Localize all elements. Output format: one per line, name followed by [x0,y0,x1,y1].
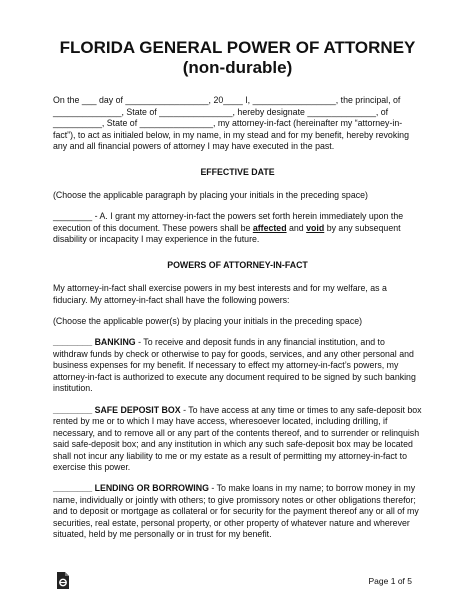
power-safe-deposit-box [53,405,422,474]
power-label: ________ LENDING OR BORROWING [53,483,209,494]
powers-intro: My attorney-in-fact shall exercise powers in my best interests and for my welfare, as a fiduciary. My attorney-in-fact shall have the following powers: [53,283,387,305]
page-number: Page 1 of 5 [368,576,412,586]
option-a-text-2: by any subsequent disability or incapacity I may experience in the future. [53,222,401,245]
power-label: ________ SAFE DEPOSIT BOX [53,404,181,415]
power-text: - To make loans in my name; to borrow money in my name, individually or jointly with others; to give promissory notes or other obligations therefor; and to deposit or mortgage as collateral or for security for the payment thereof any or all of my securities, real estate, personal property, or other property of whatever nature and wherever situated, held by me personally or in trust for my benefit. [53,483,419,540]
effective-date-option-a [53,211,422,246]
eforms-logo-icon [57,572,69,589]
effective-date-instruction: (Choose the applicable paragraph by placing your initials in the preceding space) [53,190,368,200]
power-text: - To receive and deposit funds in any financial institution, and to withdraw funds by check or otherwise to pay for goods, services, and any other personal and business expenses for my benefit. If necessary to effect my attorney-in-fact’s powers, my attorney-in-fact is authorized to execute any document required to be signed by such banking institution. [53,337,416,394]
power-banking [53,337,422,395]
document-title: FLORIDA GENERAL POWER OF ATTORNEY [59,38,416,57]
powers-heading: POWERS OF ATTORNEY-IN-FACT [167,259,308,270]
intro-paragraph: On the ___ day of _________________, 20____ I, _________________, the principal, of ______________, State of _______________, hereby designate ______________, of __________, State of _______________, my attorney-in-fact (hereinafter my “attorney-in-fact”), to act as initialed below, in my name, in my stead and for my benefit, hereby revoking any and all financial powers of attorney I may have executed in the past. [53,95,409,151]
void-word: void [306,222,325,233]
effective-date-heading: EFFECTIVE DATE [200,166,275,177]
page-footer [0,572,474,592]
document-subtitle: (non-durable) [182,58,293,77]
affected-word: affected [252,222,287,233]
powers-instruction: (Choose the applicable power(s) by placing your initials in the preceding space) [53,316,363,327]
power-text: - To have access at any time or times to any safe-deposit box rented by me or to which I may have access, wheresoever located, including drilling, if necessary, and to remove all or any part of the contents thereof, and to surrender or relinquish said safe-deposit box; and any institution in which any such safe-deposit box may be located shall not incur any liability to me or my estate as a result of permitting my attorney-in-fact to exercise this power. [53,404,422,473]
and-word: and [286,222,307,233]
option-a-text-1: ________ - A. I grant my attorney-in-fact the powers set forth herein immediately upon the execution of this document. These powers shall be [53,211,404,233]
power-lending-or-borrowing [53,483,422,541]
power-label: ________ BANKING [53,337,136,348]
